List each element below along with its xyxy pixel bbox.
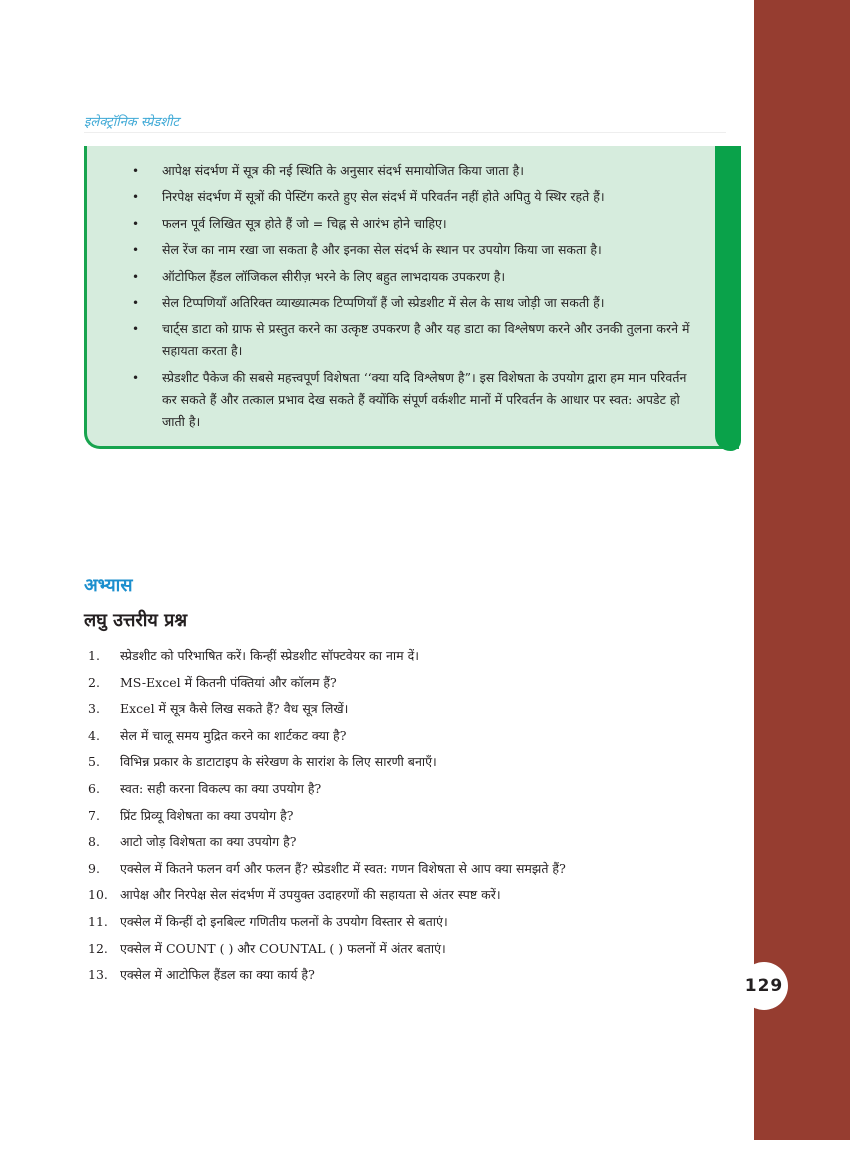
section-title: अभ्यास <box>84 575 133 596</box>
question-number: 1. <box>88 648 100 663</box>
bullet-icon: • <box>132 295 140 310</box>
question-item: 5. विभिन्न प्रकार के डाटाटाइप के संरेखण के सारांश के लिए सारणी बनाएँ। <box>88 751 648 773</box>
bullet-icon: • <box>132 164 140 178</box>
question-item: 8. आटो जोड़ विशेषता का क्या उपयोग है? <box>88 831 648 853</box>
bullet-icon: • <box>132 269 140 284</box>
summary-accent-bar <box>715 146 741 451</box>
question-item: 9. एक्सेल में कितने फलन वर्ग और फलन हैं? स्प्रेडशीट में स्वत: गणन विशेषता से आप क्या समझते हैं? <box>88 858 648 880</box>
bullet-icon: • <box>132 370 140 385</box>
question-item: 6. स्वत: सही करना विकल्प का क्या उपयोग है? <box>88 778 648 800</box>
summary-item: • सेल टिप्पणियाँ अतिरिक्त व्याख्यात्मक टिप्पणियाँ हैं जो स्प्रेडशीट में सेल के साथ जोड़ी जा सकती हैं। <box>132 292 697 314</box>
question-item: 1. स्प्रेडशीट को परिभाषित करें। किन्हीं स्प्रेडशीट सॉफ्टवेयर का नाम दें। <box>88 645 648 667</box>
summary-item: • आपेक्ष संदर्भण में सूत्र की नई स्थिति के अनुसार संदर्भ समायोजित किया जाता है। <box>132 160 697 182</box>
bullet-icon: • <box>132 322 140 337</box>
running-head: इलेक्ट्रॉनिक स्प्रेडशीट <box>84 115 180 130</box>
summary-item: • फलन पूर्व लिखित सूत्र होते हैं जो = चिह्न से आरंभ होने चाहिए। <box>132 213 697 235</box>
question-number: 4. <box>88 727 100 743</box>
question-number: 12. <box>88 940 108 956</box>
subsection-title: लघु उत्तरीय प्रश्न <box>84 610 188 631</box>
question-number: 11. <box>88 913 108 929</box>
summary-list <box>132 160 697 437</box>
bullet-icon: • <box>132 190 140 205</box>
question-item: 7. प्रिंट प्रिव्यू विशेषता का क्या उपयोग है? <box>88 805 648 827</box>
question-number: 13. <box>88 967 108 983</box>
question-item: 11. एक्सेल में किन्हीं दो इनबिल्ट गणितीय फलनों के उपयोग विस्तार से बताएं। <box>88 911 648 933</box>
question-number: 9. <box>88 860 100 876</box>
bullet-icon: • <box>132 243 140 258</box>
question-number: 10. <box>88 887 108 903</box>
question-item: 10. आपेक्ष और निरपेक्ष सेल संदर्भण में उपयुक्त उदाहरणों की सहायता से अंतर स्पष्ट करें। <box>88 884 648 906</box>
question-number: 5. <box>88 754 100 770</box>
question-number: 6. <box>88 780 100 796</box>
question-item: 2. MS-Excel में कितनी पंक्तियां और कॉलम हैं? <box>88 672 648 694</box>
question-number: 7. <box>88 807 100 823</box>
summary-item: • स्प्रेडशीट पैकेज की सबसे महत्त्वपूर्ण विशेषता ‘‘क्या यदि विश्लेषण है”। इस विशेषता के उपयोग द्वारा हम मान परिवर्तन कर सकते हैं और तत्काल प्रभाव देख सकते हैं क्योंकि संपूर्ण वर्कशीट मानों में परिवर्तन के आधार पर स्वत: अपडेट हो जाती है। <box>132 367 697 433</box>
page-number-badge: 129 <box>740 962 788 1010</box>
header-divider <box>84 132 726 133</box>
question-number: 8. <box>88 834 100 850</box>
question-number: 3. <box>88 701 100 717</box>
question-number: 2. <box>88 674 100 690</box>
summary-item: • सेल रेंज का नाम रखा जा सकता है और इनका सेल संदर्भ के स्थान पर उपयोग किया जा सकता है। <box>132 239 697 261</box>
question-item: 12. एक्सेल में COUNT ( ) और COUNTAL ( ) फलनों में अंतर बताएं। <box>88 938 648 960</box>
question-item: 13. एक्सेल में आटोफिल हैंडल का क्या कार्य है? <box>88 964 648 986</box>
summary-item: • ऑटोफिल हैंडल लॉजिकल सीरीज़ भरने के लिए बहुत लाभदायक उपकरण है। <box>132 266 697 288</box>
question-item: 4. सेल में चालू समय मुद्रित करने का शार्टकट क्या है? <box>88 725 648 747</box>
bullet-icon: • <box>132 216 140 231</box>
summary-item: • निरपेक्ष संदर्भण में सूत्रों की पेस्टिंग करते हुए सेल संदर्भ में परिवर्तन नहीं होते अपितु ये स्थिर रहते हैं। <box>132 186 697 208</box>
summary-item: • चार्ट्स डाटा को ग्राफ से प्रस्तुत करने का उत्कृष्ट उपकरण है और यह डाटा का विश्लेषण करने और उनकी तुलना करने में सहायता करता है। <box>132 318 697 362</box>
question-item: 3. Excel में सूत्र कैसे लिख सकते हैं? वैध सूत्र लिखें। <box>88 698 648 720</box>
question-list <box>88 645 648 991</box>
